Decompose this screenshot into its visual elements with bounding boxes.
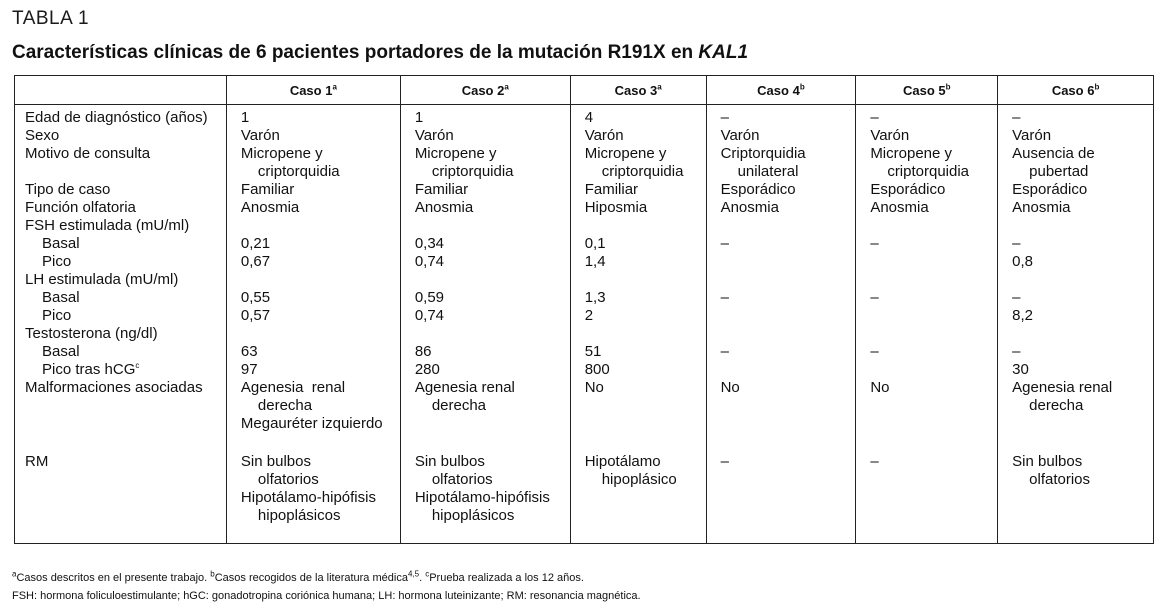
table-cell: Ausencia de pubertad [998, 145, 1154, 181]
table-row [15, 379, 1154, 453]
table-cell: Sin bulbos olfatorios Hipotálamo-hipófisis hipoplásicos [226, 453, 400, 544]
table-cell: – 8,2 [998, 271, 1154, 325]
table-cell: 0,21 0,67 [226, 217, 400, 271]
table-cell: 1 [400, 105, 570, 128]
title-text: Características clínicas de 6 pacientes portadores de la mutación R191X en [12, 42, 694, 63]
table-cell: No [570, 379, 706, 453]
table-cell: 63 97 [226, 325, 400, 379]
table-title [12, 42, 748, 64]
row-label: Sexo [15, 127, 227, 145]
table-cell: Esporádico [856, 181, 998, 199]
table-cell: Familiar [400, 181, 570, 199]
table-cell: Sin bulbos olfatorios [998, 453, 1154, 544]
table-cell: Micropene y criptorquidia [400, 145, 570, 181]
table-cell: Familiar [226, 181, 400, 199]
gene-name: KAL1 [698, 42, 749, 63]
table-cell: Varón [570, 127, 706, 145]
table-cell: Varón [226, 127, 400, 145]
table-row [15, 453, 1154, 544]
table-cell: – [856, 325, 998, 379]
row-label: Testosterona (ng/dl) Basal Pico tras hCG$^c$ [15, 325, 227, 379]
table-cell: Micropene y criptorquidia [226, 145, 400, 181]
table-cell: Hiposmia [570, 199, 706, 217]
table-cell: Varón [856, 127, 998, 145]
table-row [15, 181, 1154, 199]
table-cell: Agenesia renal derecha [998, 379, 1154, 453]
table-cell: – [856, 217, 998, 271]
table-cell: Micropene y criptorquidia [570, 145, 706, 181]
table-cell: – [706, 105, 856, 128]
column-header: Caso 5$^b$ [856, 76, 998, 105]
table-cell: Sin bulbos olfatorios Hipotálamo-hipófisis hipoplásicos [400, 453, 570, 544]
table-cell: – [706, 325, 856, 379]
table-cell: 0,59 0,74 [400, 271, 570, 325]
table-cell: Varón [998, 127, 1154, 145]
table-row [15, 325, 1154, 379]
table-cell: 1 [226, 105, 400, 128]
table-cell: – [856, 453, 998, 544]
table-row [15, 199, 1154, 217]
row-label: LH estimulada (mU/ml) Basal Pico [15, 271, 227, 325]
table-row [15, 145, 1154, 181]
row-label: Malformaciones asociadas [15, 379, 227, 453]
table-label: TABLA 1 [12, 8, 90, 29]
table-cell: – [856, 271, 998, 325]
table-cell: – [706, 271, 856, 325]
table-row [15, 105, 1154, 128]
table-cell: – [856, 105, 998, 128]
table-cell: 0,55 0,57 [226, 271, 400, 325]
table-cell: Criptorquidia unilateral [706, 145, 856, 181]
header-row [15, 76, 1154, 105]
column-header: Caso 3$^a$ [570, 76, 706, 105]
table-cell: Anosmia [226, 199, 400, 217]
table-row [15, 271, 1154, 325]
table-cell: 0,34 0,74 [400, 217, 570, 271]
table-cell: No [856, 379, 998, 453]
table-cell: Micropene y criptorquidia [856, 145, 998, 181]
table-cell: Anosmia [400, 199, 570, 217]
table-cell: Varón [400, 127, 570, 145]
column-header: Caso 2$^a$ [400, 76, 570, 105]
table-cell: Familiar [570, 181, 706, 199]
row-label: RM [15, 453, 227, 544]
footnote-line-1: $^a$Casos descritos en el presente trabajo. $^b$Casos recogidos de la literatura médica$^{4,5}$. $^c$Prueba realizada a los 12 años. [12, 569, 584, 584]
column-header: Caso 6$^b$ [998, 76, 1154, 105]
header-blank [15, 76, 227, 105]
table-cell: Hipotálamo hipoplásico [570, 453, 706, 544]
table-row [15, 217, 1154, 271]
table-cell: Anosmia [856, 199, 998, 217]
row-label: Tipo de caso [15, 181, 227, 199]
table-cell: 4 [570, 105, 706, 128]
table-cell: 86 280 [400, 325, 570, 379]
table-cell: 1,3 2 [570, 271, 706, 325]
column-header: Caso 4$^b$ [706, 76, 856, 105]
row-label: Función olfatoria [15, 199, 227, 217]
table-cell: Agenesia renal derecha Megauréter izquierdo [226, 379, 400, 453]
table-cell: – 0,8 [998, 217, 1154, 271]
table-cell: 0,1 1,4 [570, 217, 706, 271]
table-cell: 51 800 [570, 325, 706, 379]
table-row [15, 127, 1154, 145]
row-label: Edad de diagnóstico (años) [15, 105, 227, 128]
table-cell: – [706, 453, 856, 544]
table-cell: – [998, 105, 1154, 128]
table-cell: Esporádico [998, 181, 1154, 199]
table-cell: No [706, 379, 856, 453]
clinical-table [14, 75, 1154, 544]
table-cell: Anosmia [706, 199, 856, 217]
table-cell: Anosmia [998, 199, 1154, 217]
table-cell: – 30 [998, 325, 1154, 379]
column-header: Caso 1$^a$ [226, 76, 400, 105]
table-cell: Varón [706, 127, 856, 145]
table-cell: Esporádico [706, 181, 856, 199]
table-cell: – [706, 217, 856, 271]
row-label: Motivo de consulta [15, 145, 227, 181]
footnote-line-2: FSH: hormona foliculoestimulante; hGC: gonadotropina coriónica humana; LH: hormona luteinizante; RM: resonancia magnética. [12, 590, 641, 602]
row-label: FSH estimulada (mU/ml) Basal Pico [15, 217, 227, 271]
table-cell: Agenesia renal derecha [400, 379, 570, 453]
